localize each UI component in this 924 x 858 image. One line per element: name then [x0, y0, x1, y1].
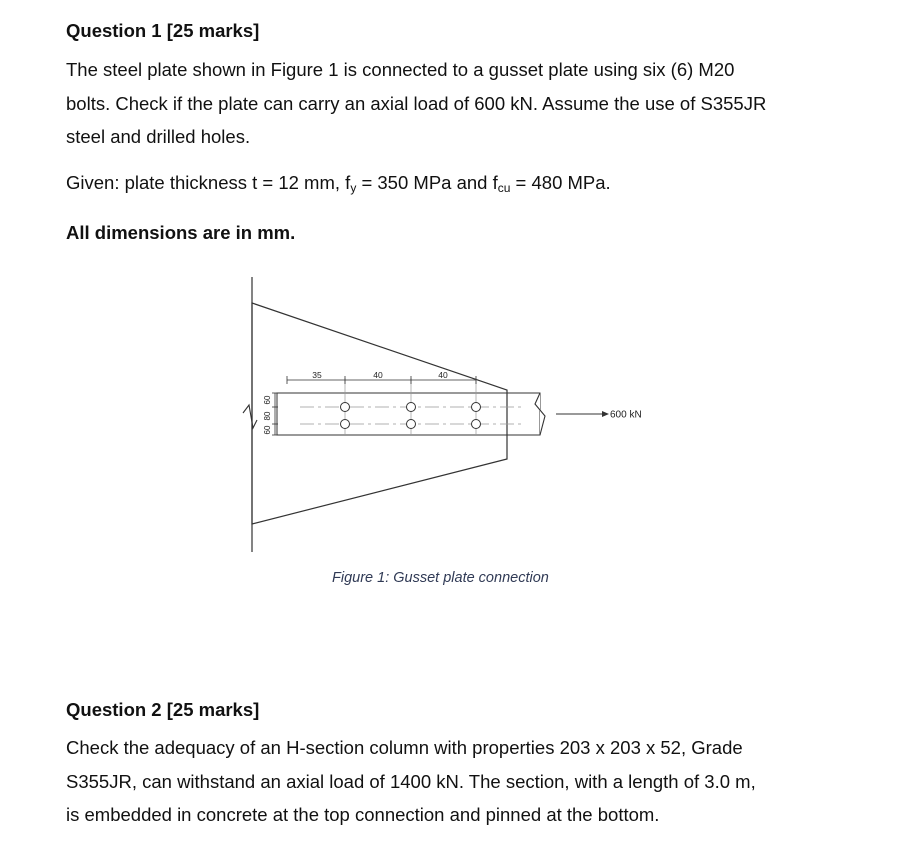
steel-plate — [277, 393, 540, 435]
bolt — [407, 403, 416, 412]
question-2-line-1: Check the adequacy of an H-section column with properties 203 x 203 x 52, Grade — [66, 737, 743, 758]
fy-value: = 350 MPa and f — [356, 172, 498, 193]
fy-subscript: y — [350, 181, 357, 195]
question-2-line-2: S355JR, can withstand an axial load of 1400 kN. The section, with a length of 3.0 m, — [66, 770, 756, 792]
fcu-subscript: cu — [497, 181, 511, 195]
question-2-line-3: is embedded in concrete at the top connection and pinned at the bottom. — [66, 804, 660, 825]
bolt — [341, 403, 350, 412]
question-2-text — [66, 731, 856, 832]
gusset-plate — [252, 303, 507, 524]
question-2-heading: Question 2 [25 marks] — [66, 699, 260, 720]
given-prefix: Given: plate thickness t = 12 mm, f — [66, 172, 351, 193]
fcu-value: = 480 MPa. — [510, 172, 611, 193]
support-break-symbol — [243, 405, 257, 428]
dim-label-40-a: 40 — [373, 370, 383, 380]
load-arrow-head — [602, 411, 609, 417]
bolt — [407, 420, 416, 429]
dim-label-60-top: 60 — [263, 395, 272, 405]
given-values — [66, 172, 611, 195]
bolt — [472, 403, 481, 412]
bolt — [472, 420, 481, 429]
dim-label-80: 80 — [263, 411, 272, 421]
question-1-line-2: bolts. Check if the plate can carry an axial load of 600 kN. Assume the use of S355JR — [66, 92, 767, 114]
dim-label-40-b: 40 — [438, 370, 448, 380]
question-1-text — [66, 53, 856, 154]
dim-label-35: 35 — [312, 370, 322, 380]
plate-break-symbol — [535, 393, 545, 435]
question-1-line-1: The steel plate shown in Figure 1 is connected to a gusset plate using six (6) M20 — [66, 59, 735, 80]
figure-caption: Figure 1: Gusset plate connection — [332, 570, 549, 586]
question-1-line-3: steel and drilled holes. — [66, 126, 251, 147]
gusset-plate-figure — [236, 272, 676, 562]
bolt — [341, 420, 350, 429]
dim-label-60-bottom: 60 — [263, 425, 272, 435]
load-label: 600 kN — [610, 409, 642, 421]
units-note: All dimensions are in mm. — [66, 222, 296, 243]
question-1-heading: Question 1 [25 marks] — [66, 20, 260, 41]
